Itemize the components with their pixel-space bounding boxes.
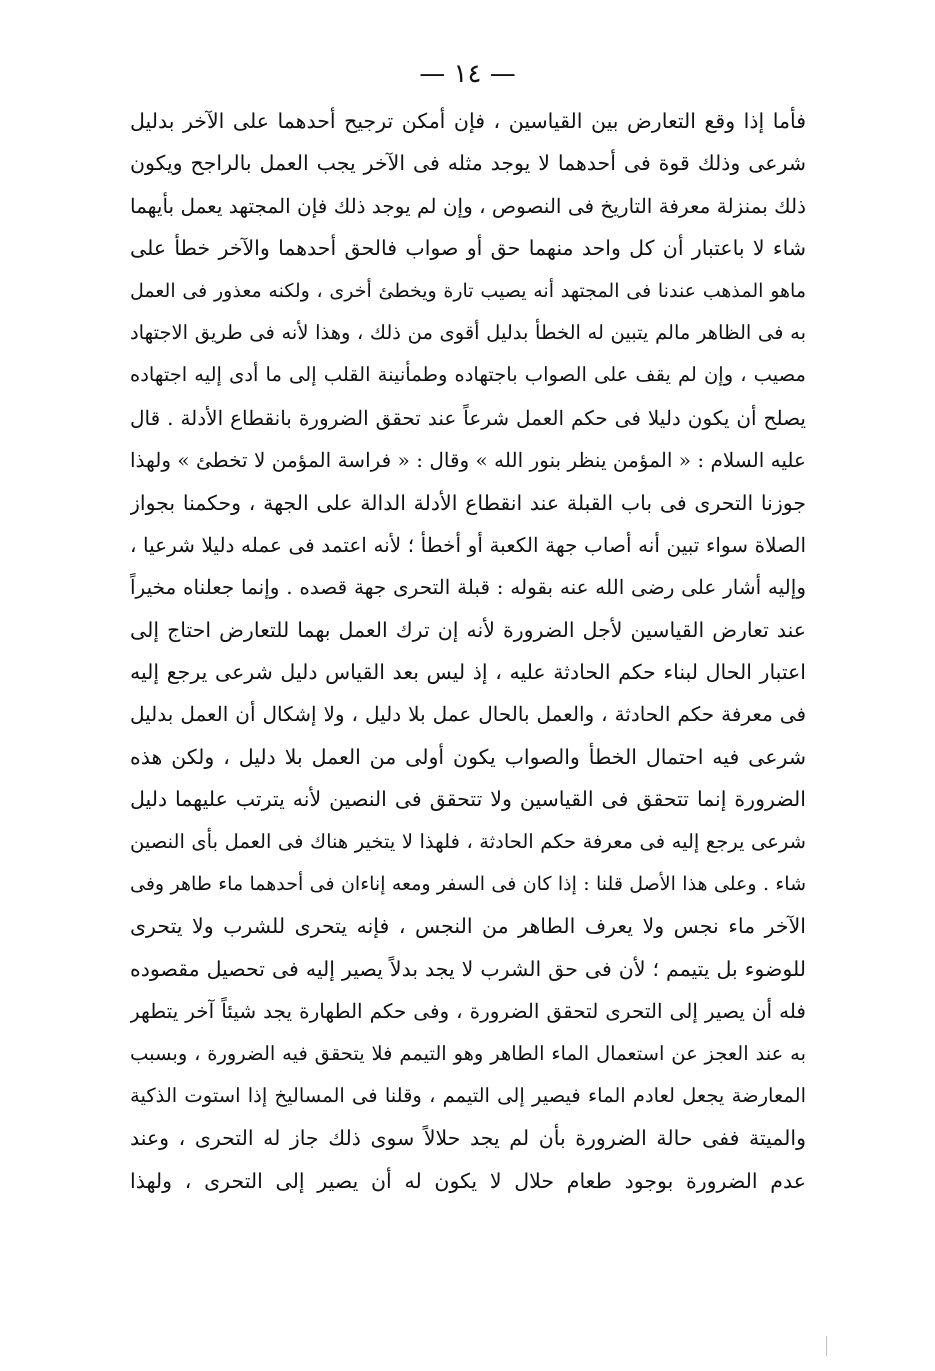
text-line: الآخر ماء نجس ولا يعرف الطاهر من النجس ، فإنه يتحرى للشرب ولا يتحرى [130, 914, 806, 939]
page-number: — ١٤ — [419, 59, 516, 89]
text-line: جوزنا التحرى فى باب القبلة عند انقطاع الأدلة الدالة على الجهة ، وحكمنا بجواز [130, 490, 806, 515]
text-line: الضرورة إنما تتحقق فى القياسين ولا تتحقق فى النصين لأنه يترتب عليهما دليل [130, 787, 806, 812]
text-line: فله أن يصير إلى التحرى لتحقق الضرورة ، وفى حكم الطهارة يجد شيئاً آخر يتطهر [130, 999, 806, 1024]
text-line: عدم الضرورة بوجود طعام حلال لا يكون له أن يصير إلى التحرى ، ولهذا [130, 1168, 806, 1193]
text-line: مصيب ، وإن لم يقف على الصواب باجتهاده وطمأنينة القلب إلى ما أدى إليه اجتهاده [130, 363, 806, 387]
text-line: والميتة ففى حالة الضرورة بأن لم يجد حلالاً سوى ذلك جاز له التحرى ، وعند [130, 1126, 806, 1151]
text-line: وإليه أشار على رضى الله عنه بقوله : قبلة التحرى جهة قصده . وإنما جعلناه مخيراً [130, 575, 806, 600]
text-line: اعتبار الحال لبناء حكم الحادثة عليه ، إذ ليس بعد القياس دليل شرعى يرجع إليه [130, 660, 806, 685]
text-line: شاء . وعلى هذا الأصل قلنا : إذا كان فى السفر ومعه إناءان فى أحدهما ماء طاهر وفى [130, 873, 806, 896]
page-body-text [130, 100, 806, 1202]
text-line: عند تعارض القياسين لأجل الضرورة لأنه إن ترك العمل بهما للتعارض احتاج إلى [130, 617, 806, 642]
text-line: به عند العجز عن استعمال الماء الطاهر وهو التيمم فلا يتحقق فيه الضرورة ، وبسبب [130, 1041, 806, 1065]
text-line: شاء لا باعتبار أن كل واحد منهما حق أو صواب فالحق أحدهما والآخر خطأ على [130, 236, 806, 261]
text-line: به فى الظاهر مالم يتبين له الخطأ بدليل أقوى من ذلك ، وهذا لأنه فى طريق الاجتهاد [130, 320, 806, 344]
text-line: شرعى وذلك قوة فى أحدهما لا يوجد مثله فى الآخر يجب العمل بالراجح ويكون [130, 151, 806, 176]
scan-edge-mark [826, 1336, 827, 1356]
text-line: ماهو المذهب عندنا فى المجتهد أنه يصيب تارة ويخطئ أخرى ، ولكنه معذور فى العمل [130, 279, 806, 302]
text-line: الصلاة سواء تبين أنه أصاب جهة الكعبة أو أخطأ ؛ لأنه اعتمد فى عمله دليلا شرعيا ، [130, 532, 806, 557]
text-line: للوضوء بل يتيمم ؛ لأن فى حق الشرب لا يجد بدلاً يصير إليه فى تحصيل مقصوده [130, 956, 806, 981]
text-line: ذلك بمنزلة معرفة التاريخ فى النصوص ، وإن لم يوجد ذلك فإن المجتهد يعمل بأيهما [130, 193, 806, 218]
text-line: عليه السلام : « المؤمن ينظر بنور الله » وقال : « فراسة المؤمن لا تخطئ » ولهذا [130, 448, 806, 473]
text-line: شرعى يرجع إليه فى معرفة حكم الحادثة ، فلهذا لا يتخير هناك فى العمل بأى النصين [130, 829, 806, 853]
text-line: فى معرفة حكم الحادثة ، والعمل بالحال عمل بلا دليل ، ولا إشكال أن العمل بدليل [130, 702, 806, 727]
text-line: فأما إذا وقع التعارض بين القياسين ، فإن أمكن ترجيح أحدهما على الآخر بدليل [130, 109, 806, 133]
text-line: المعارضة يجعل لعادم الماء فيصير إلى التيمم ، وقلنا فى المساليخ إذا استوت الذكية [130, 1083, 806, 1107]
text-line: شرعى فيه احتمال الخطأ والصواب يكون أولى من العمل بلا دليل ، ولكن هذه [130, 744, 806, 769]
text-line: يصلح أن يكون دليلا فى حكم العمل شرعاً عند تحقق الضرورة بانقطاع الأدلة . قال [130, 405, 806, 430]
